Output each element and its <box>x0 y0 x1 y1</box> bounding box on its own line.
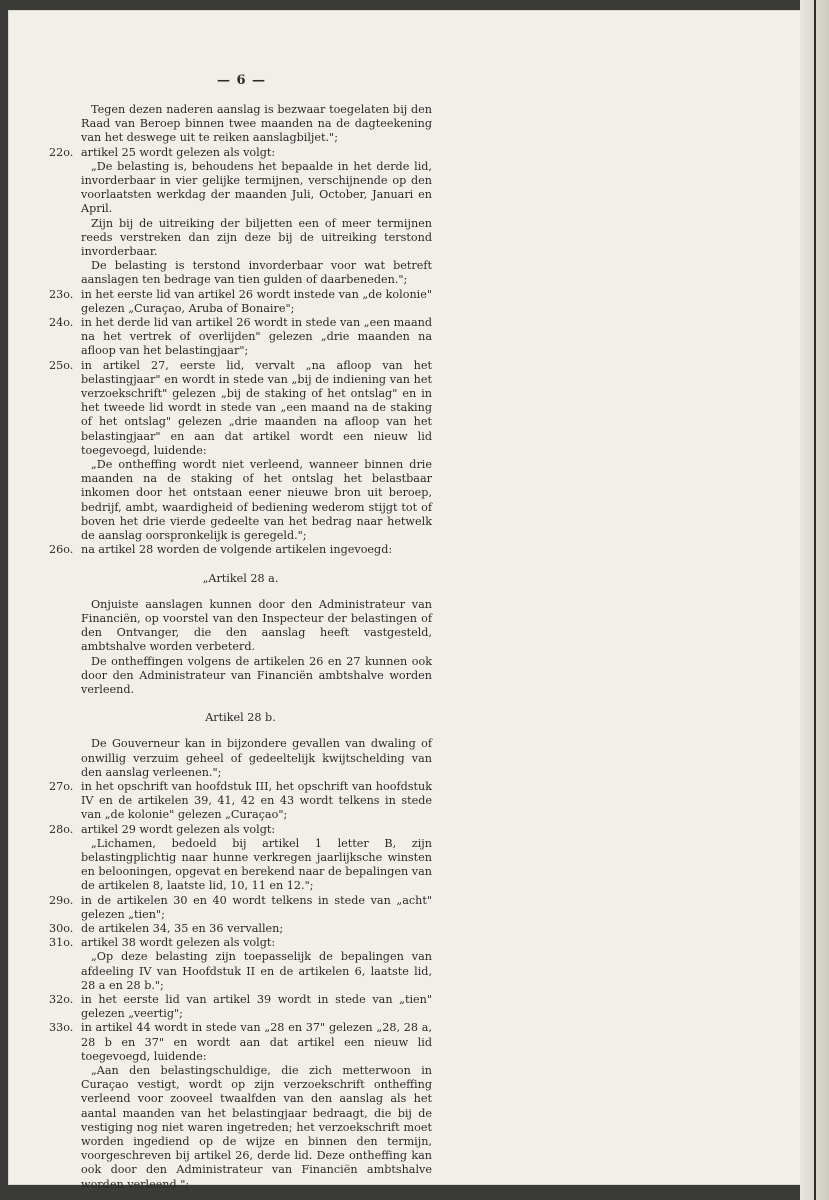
item-number: 32o. <box>49 992 74 1006</box>
item-text: artikel 29 wordt gelezen als volgt: <box>81 822 276 836</box>
item-number: 26o. <box>49 543 74 557</box>
item-text: in het opschrift van hoofdstuk III, het opschrift van hoofdstuk IV en de artikelen 39, 41, 42 en 43 wordt telkens in stede van „de kolonie" gelezen „Curaçao"; <box>81 779 432 822</box>
numbered-item <box>49 1021 432 1064</box>
item-number: 24o. <box>49 316 74 330</box>
numbered-item <box>49 993 432 1021</box>
quoted-paragraph: „De ontheffing wordt niet verleend, wanneer binnen drie maanden na de staking of het ontslag het belastbaar inkomen door het ontstaan eener nieuwe bron uit beroep, bedrijf, ambt, waardigheid of bediening wederom stijgt tot of boven het drie vierde gedeelte van het bedrag naar hetwelk de aanslag oorspronkelijk is geregeld."; <box>81 458 432 543</box>
quoted-paragraph: „Lichamen, bedoeld bij artikel 1 letter B, zijn belastingplichtig naar hunne verkregen jaarlijksche winsten en belooningen, opgevat en berekend naar de bepalingen van de artikelen 8, laatste lid, 10, 11 en 12."; <box>81 836 432 893</box>
quoted-paragraph: Onjuiste aanslagen kunnen door den Administrateur van Financiën, op voorstel van den Inspecteur der belastingen of den Ontvanger, die den aanslag heeft vastgesteld, ambtshalve worden verbeterd. <box>81 597 432 654</box>
article-heading: „Artikel 28 a. <box>202 571 279 585</box>
item-number: 28o. <box>49 822 74 836</box>
item-number: 33o. <box>49 1021 74 1035</box>
item-number: 25o. <box>49 358 74 372</box>
numbered-item <box>49 780 432 823</box>
document-body <box>49 103 432 1192</box>
numbered-item <box>49 894 432 922</box>
item-text: in het eerste lid van artikel 26 wordt instede van „de kolonie" gelezen „Curaçao, Aruba of Bonaire"; <box>81 287 432 315</box>
page-number: — 6 — <box>216 73 267 88</box>
numbered-item <box>49 288 432 316</box>
quoted-paragraph: De Gouverneur kan in bijzondere gevallen van dwaling of onwillig verzuim geheel of gedeeltelijk kwijtschelding van den aanslag verleenen."; <box>81 737 432 779</box>
numbered-item <box>49 922 432 936</box>
item-number: 27o. <box>49 779 74 793</box>
item-number: 22o. <box>49 145 74 159</box>
item-text: artikel 38 wordt gelezen als volgt: <box>81 936 276 950</box>
spine-edge <box>814 0 816 1200</box>
item-text: in het derde lid van artikel 26 wordt in stede van „een maand na het vertrek of overlijden" gelezen „drie maanden na afloop van het belastingjaar"; <box>81 316 432 358</box>
quoted-paragraph: De ontheffingen volgens de artikelen 26 en 27 kunnen ook door den Administrateur van Financiën ambtshalve worden verleend. <box>81 654 432 696</box>
item-text: artikel 25 wordt gelezen als volgt: <box>81 145 276 159</box>
numbered-item <box>49 359 432 458</box>
item-text: in het eerste lid van artikel 39 wordt in stede van „tien" gelezen „veertig"; <box>81 992 432 1021</box>
quoted-paragraph: „Aan den belastingschuldige, die zich metterwoon in Curaçao vestigt, wordt op zijn verzoekschrift ontheffing verleend voor zooveel twaalfden van den aanslag als het aantal maanden van het belastingjaar bedraagt, die bij de vestiging nog niet waren ingetreden; het verzoekschrift moet worden ingediend op de wijze en binnen den termijn, voorgeschreven bij artikel 26, derde lid. Deze ontheffing kan ook door den Administrateur van Financiën ambtshalve worden verleend."; <box>81 1064 432 1191</box>
quoted-paragraph: Zijn bij de uitreiking der biljetten een of meer termijnen reeds verstreken dan zijn deze bij de uitreiking terstond invorderbaar. <box>81 216 432 259</box>
item-number: 30o. <box>49 921 74 935</box>
quoted-paragraph: De belasting is terstond invorderbaar voor wat betreft aanslagen ten bedrage van tien gulden of daarbeneden."; <box>81 259 432 287</box>
numbered-item <box>49 316 432 359</box>
numbered-item <box>49 936 432 950</box>
item-text: na artikel 28 worden de volgende artikelen ingevoegd: <box>81 543 393 557</box>
article-heading: Artikel 28 b. <box>205 711 276 725</box>
numbered-item <box>49 146 432 160</box>
item-number: 23o. <box>49 287 74 301</box>
item-number: 29o. <box>49 893 74 907</box>
numbered-item <box>49 823 432 837</box>
item-number: 31o. <box>49 936 74 950</box>
paragraph: Tegen dezen naderen aanslag is bezwaar toegelaten bij den Raad van Beroep binnen twee maanden na de dagteekening van het deswege uit te reiken aanslagbiljet."; <box>81 103 432 145</box>
numbered-item <box>49 543 432 557</box>
quoted-paragraph: „De belasting is, behoudens het bepaalde in het derde lid, invorderbaar in vier gelijke termijnen, verschijnende op den voorlaatsten werkdag der maanden Juli, October, Januari en April. <box>81 159 432 216</box>
item-text: in de artikelen 30 en 40 wordt telkens in stede van „acht" gelezen „tien"; <box>81 893 432 921</box>
item-text: in artikel 27, eerste lid, vervalt „na afloop van het belastingjaar" en wordt in stede van „bij de indiening van het verzoekschrift" gelezen „bij de staking of het ontslag" en in het tweede lid wordt in stede van „een maand na de staking of het ontslag" gelezen „drie maanden na afloop van het belastingjaar" en aan dat artikel wordt een nieuw lid toegevoegd, luidende: <box>81 358 432 457</box>
quoted-paragraph: „Op deze belasting zijn toepasselijk de bepalingen van afdeeling IV van Hoofdstuk II en de artikelen 6, laatste lid, 28 a en 28 b."; <box>81 950 432 992</box>
item-text: de artikelen 34, 35 en 36 vervallen; <box>81 921 284 935</box>
item-text: in artikel 44 wordt in stede van „28 en 37" gelezen „28, 28 a, 28 b en 37" en wordt aan dat artikel een nieuw lid toegevoegd, luidende: <box>81 1021 432 1063</box>
